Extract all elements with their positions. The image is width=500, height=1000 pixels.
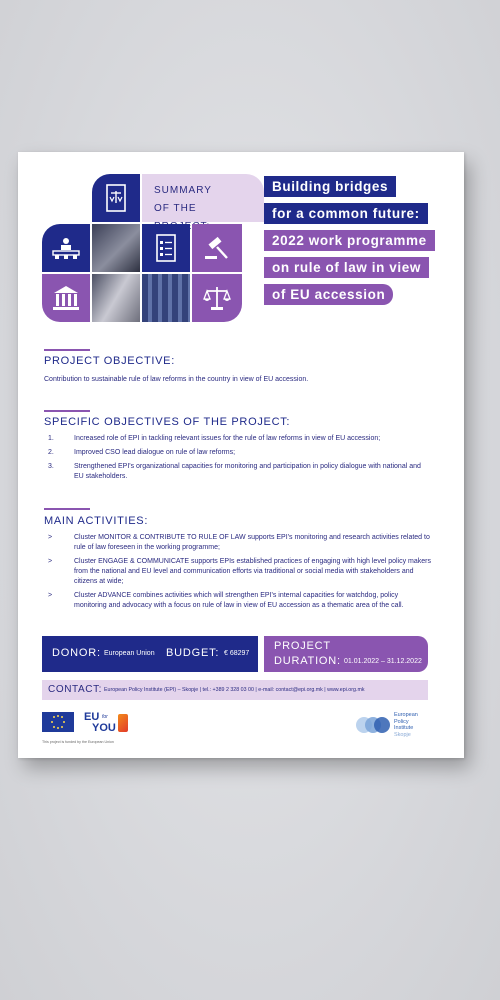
list-text: Improved CSO lead dialogue on rule of law reforms; bbox=[74, 449, 236, 456]
title-line-1: Building bridges bbox=[264, 176, 396, 197]
budget-label: BUDGET: bbox=[166, 647, 220, 659]
eu-logo-you: YOU bbox=[92, 722, 116, 734]
eu-flag-icon bbox=[42, 712, 74, 732]
title-line-3: 2022 work programme bbox=[264, 230, 435, 251]
list-text: Cluster ADVANCE combines activities which will strengthen EPI's internal capacities for watchdog, policy monitoring and advocacy with a focus on rule of law in view of EU accession as a thematic area of the call. bbox=[74, 592, 404, 609]
header-mosaic bbox=[42, 174, 242, 320]
duration-label-1: PROJECT bbox=[274, 640, 331, 652]
conference-table-icon bbox=[42, 224, 90, 272]
duration-bar bbox=[264, 636, 428, 672]
section-rule bbox=[44, 349, 90, 351]
main-activities-heading: MAIN ACTIVITIES: bbox=[44, 515, 149, 527]
list-text: Cluster ENGAGE & COMMUNICATE supports EPIs established practices of engaging with high level policy makers from the national and EU level and communication efforts via traditional or social media with stakeholders and citizens at wide; bbox=[74, 558, 432, 585]
duration-value: 01.01.2022 – 31.12.2022 bbox=[344, 658, 422, 665]
checklist-document-icon bbox=[142, 224, 190, 272]
courthouse-icon bbox=[42, 274, 90, 322]
section-rule bbox=[44, 508, 90, 510]
list-item bbox=[48, 448, 432, 458]
list-text: Cluster MONITOR & CONTRIBUTE TO RULE OF LAW supports EPI's monitoring and research activities related to rule of law foreseen in the working programme; bbox=[74, 534, 430, 551]
list-item bbox=[48, 462, 432, 482]
summary-line-1: SUMMARY bbox=[154, 185, 212, 196]
meeting-photo bbox=[92, 224, 140, 272]
eu-funded-text: This project is funded by the European Union bbox=[42, 740, 114, 744]
eu-logo-for: for bbox=[102, 714, 108, 720]
donor-value: European Union bbox=[104, 650, 155, 657]
list-item bbox=[48, 591, 432, 611]
gavel-icon bbox=[192, 224, 242, 272]
epi-logo-line-1: European bbox=[394, 712, 418, 718]
flyer-page bbox=[18, 152, 464, 758]
title-line-5: of EU accession bbox=[264, 284, 393, 305]
section-rule bbox=[44, 410, 90, 412]
title-line-2: for a common future: bbox=[264, 203, 428, 224]
list-marker: 2. bbox=[48, 449, 54, 456]
summary-line-2: OF THE bbox=[154, 203, 197, 214]
title-block bbox=[264, 176, 435, 311]
list-item bbox=[48, 557, 432, 587]
list-text: Strengthened EPI's organizational capacities for monitoring and participation in policy dialogue with national and EU stakeholders. bbox=[74, 463, 421, 480]
specific-objectives-heading: SPECIFIC OBJECTIVES OF THE PROJECT: bbox=[44, 416, 291, 428]
title-line-4: on rule of law in view bbox=[264, 257, 429, 278]
epi-logo-line-3: Institute bbox=[394, 725, 414, 731]
objective-text: Contribution to sustainable rule of law reforms in the country in view of EU accession. bbox=[44, 376, 309, 383]
list-marker: 1. bbox=[48, 435, 54, 442]
epi-logo-text bbox=[394, 712, 418, 738]
list-text: Increased role of EPI in tackling relevant issues for the rule of law reforms in view of EU accession; bbox=[74, 435, 381, 442]
epi-logo-line-4: Skopje bbox=[394, 731, 411, 738]
duration-label-2: DURATION: bbox=[274, 655, 341, 667]
list-marker: > bbox=[48, 534, 53, 541]
documents-photo bbox=[92, 274, 140, 322]
epi-logo-mark-icon bbox=[354, 714, 392, 736]
document-scale-icon bbox=[92, 174, 140, 222]
objective-heading: PROJECT OBJECTIVE: bbox=[44, 355, 175, 367]
list-marker: > bbox=[48, 592, 53, 599]
specific-objectives-list bbox=[48, 434, 432, 486]
list-marker: > bbox=[48, 558, 53, 565]
contact-bar bbox=[42, 680, 428, 700]
scales-of-justice-icon bbox=[192, 274, 242, 322]
eu-logo-shape-icon bbox=[118, 714, 128, 732]
contact-label: CONTACT: bbox=[48, 684, 103, 695]
epi-logo-line-2: Policy bbox=[394, 718, 409, 725]
donor-bar bbox=[42, 636, 258, 672]
eu-logo-tag: EU bbox=[84, 711, 100, 723]
list-marker: 3. bbox=[48, 463, 54, 470]
main-activities-list bbox=[48, 533, 432, 615]
list-item bbox=[48, 533, 432, 553]
budget-value: € 68297 bbox=[224, 650, 250, 657]
eu-for-you-logo bbox=[84, 712, 130, 736]
list-item bbox=[48, 434, 432, 444]
donor-label: DONOR: bbox=[52, 647, 101, 659]
contact-value: European Policy Institute (EPI) – Skopje | tel.: +389 2 328 03 00 | e-mail: contact@epi.org.mk | www.epi.org.mk bbox=[104, 687, 365, 693]
eu-building-photo bbox=[142, 274, 190, 322]
